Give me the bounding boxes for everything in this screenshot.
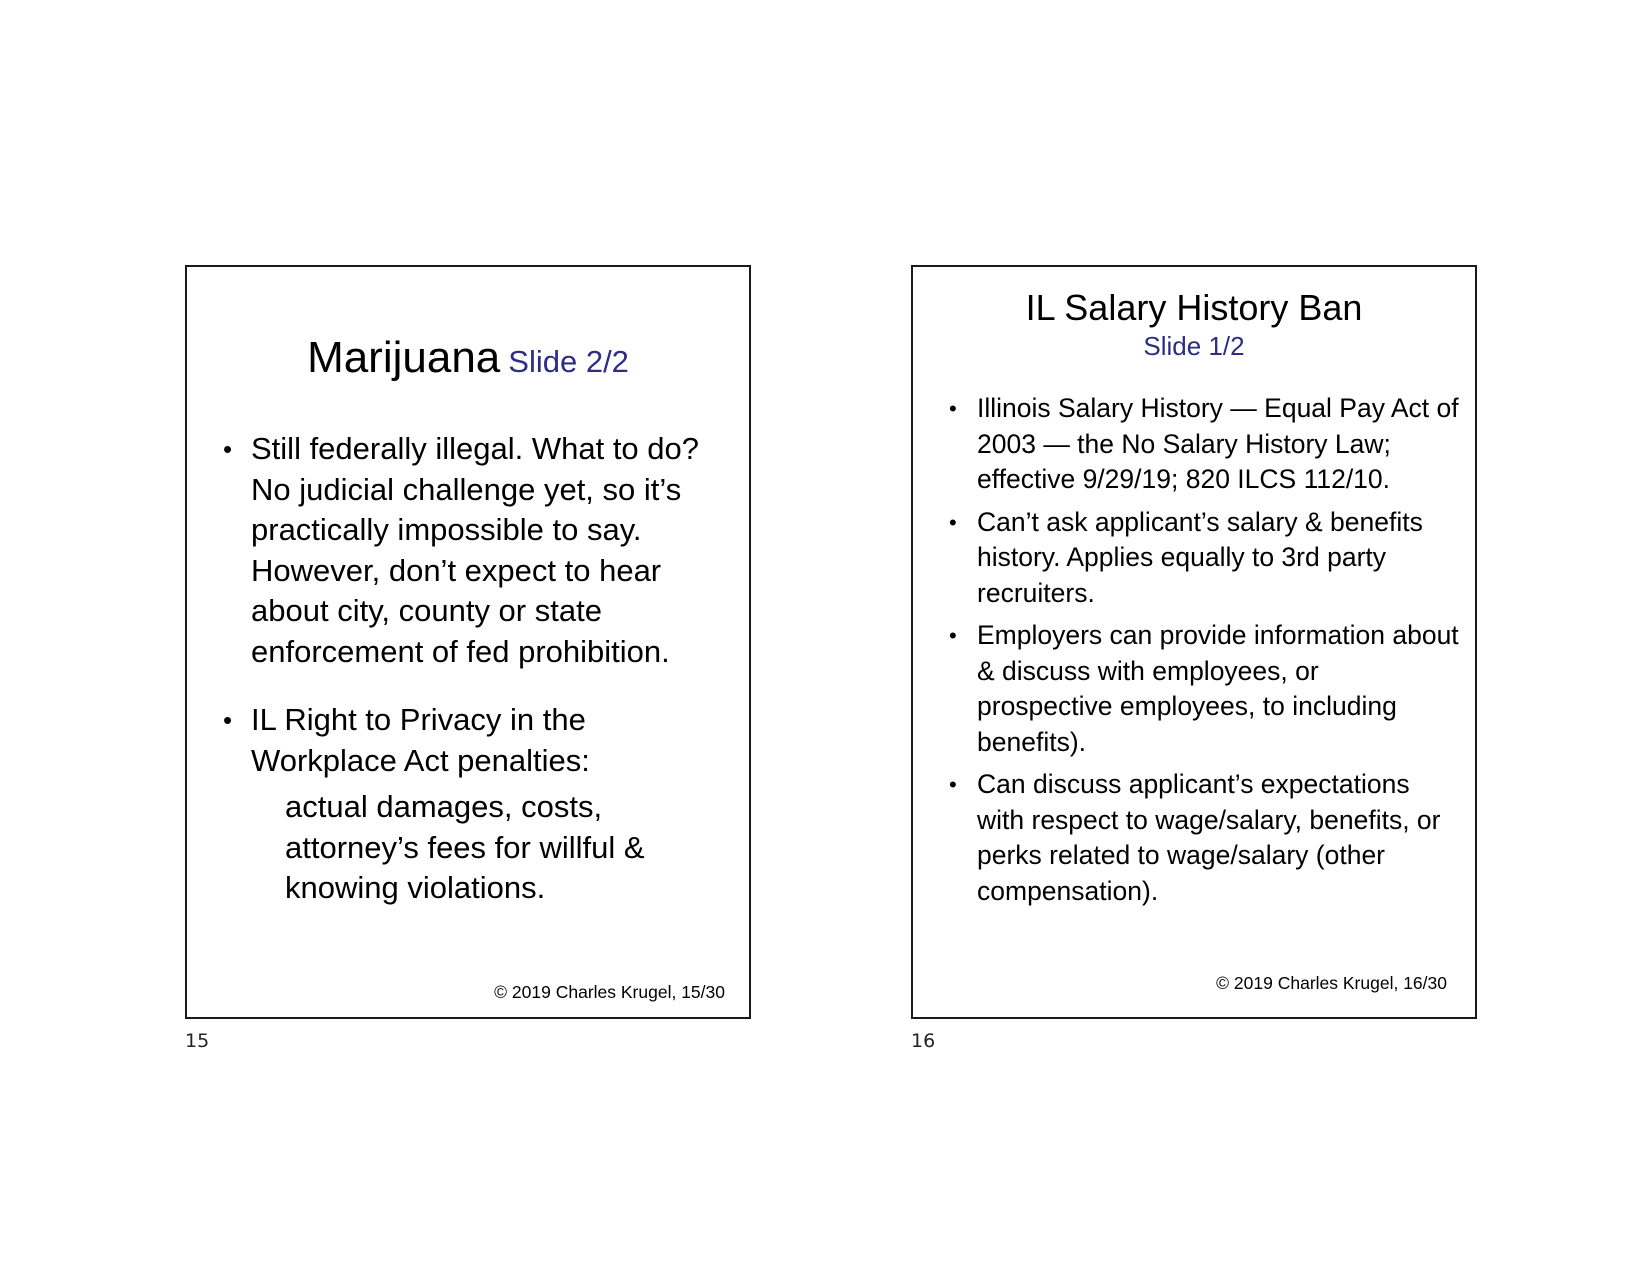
slide-title-main: Marijuana bbox=[307, 333, 501, 382]
bullet-item: • IL Right to Privacy in the Workplace Act penalties: actual damages, costs, attorney’s fees for willful & knowing violations. bbox=[223, 700, 733, 909]
slide-subtitle: Slide 1/2 bbox=[1143, 331, 1245, 361]
slide-16 bbox=[911, 265, 1477, 1019]
sub-point: actual damages, costs, attorney’s fees for willful & knowing violations. bbox=[285, 789, 645, 905]
slide-15 bbox=[185, 265, 751, 1019]
bullet-list bbox=[949, 391, 1459, 909]
bullet-item: • Illinois Salary History — Equal Pay Act of 2003 — the No Salary History Law; effective 9/29/19; 820 ILCS 112/10. bbox=[949, 391, 1459, 498]
bullet-item: • Still federally illegal. What to do? No judicial challenge yet, so it’s practically impossible to say. However, don’t expect to hear about city, county or state enforcement of fed prohibition. bbox=[223, 429, 733, 672]
page-number: 16 bbox=[911, 1030, 936, 1052]
slide-title: IL Salary History Ban bbox=[1025, 287, 1363, 328]
copyright-notice: © 2019 Charles Krugel, 15/30 bbox=[494, 982, 725, 1002]
bullet-list bbox=[223, 429, 733, 909]
bullet-item: • Can discuss applicant’s expectations with respect to wage/salary, benefits, or perks related to wage/salary (other compensation). bbox=[949, 767, 1459, 909]
page-number: 15 bbox=[185, 1030, 210, 1052]
copyright-notice: © 2019 Charles Krugel, 16/30 bbox=[1216, 973, 1447, 993]
bullet-item: • Can’t ask applicant’s salary & benefits history. Applies equally to 3rd party recruiters. bbox=[949, 505, 1459, 612]
bullet-item: • Employers can provide information about & discuss with employees, or prospective employees, to including benefits). bbox=[949, 618, 1459, 760]
slide-title bbox=[187, 333, 749, 383]
slide-title-suffix: Slide 2/2 bbox=[508, 344, 629, 379]
